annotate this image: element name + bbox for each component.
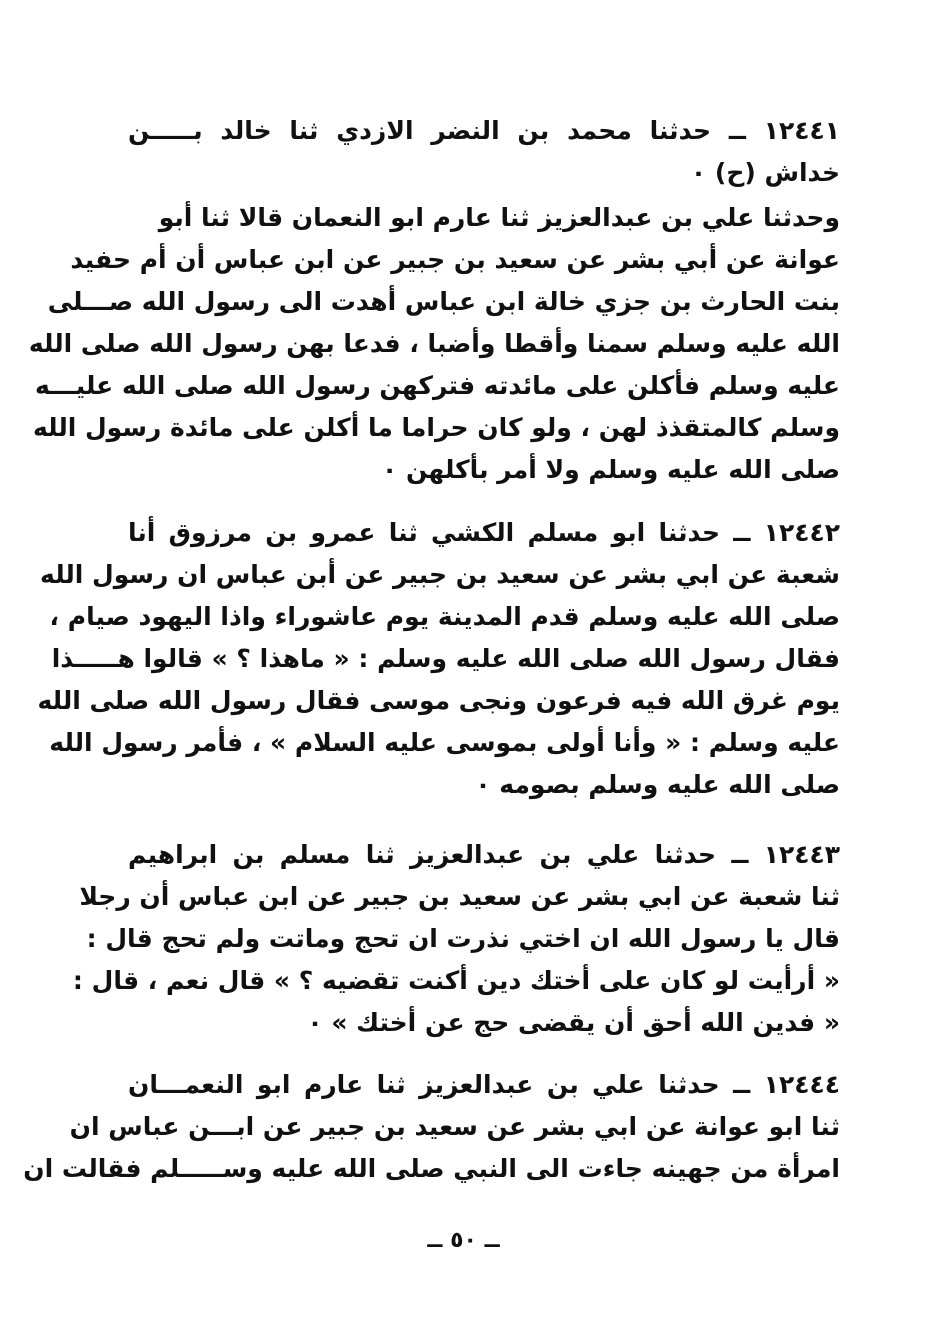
text-line: الله عليه وسلم سمنا وأقطا وأضبا ، فدعا بهن رسول الله صلى الله: [28, 329, 840, 358]
text-line: وحدثنا علي بن عبدالعزيز ثنا عارم ابو النعمان قالا ثنا أبو: [158, 203, 840, 232]
hadith-12442: [37, 512, 840, 806]
text-line: « فدين الله أحق أن يقضى حج عن أختك » ٠: [307, 1008, 840, 1037]
text-line: امرأة من جهينه جاءت الى النبي صلى الله عليه وســـــلم فقالت ان: [23, 1154, 840, 1183]
text-line: ثنا ابو عوانة عن ابي بشر عن سعيد بن جبير عن ابـــن عباس ان: [69, 1112, 840, 1141]
text-line: ١٢٤٤٣ ــ حدثنا علي بن عبدالعزيز ثنا مسلم بن ابراهيم: [128, 840, 840, 869]
text-line: يوم غرق الله فيه فرعون ونجى موسى فقال رسول الله صلى الله: [37, 686, 840, 715]
text-line: صلى الله عليه وسلم بصومه ٠: [475, 770, 840, 799]
text-line: ١٢٤٤١ ــ حدثنا محمد بن النضر الازدي ثنا خالد بـــــن: [128, 116, 840, 145]
text-line: خداش (ح) ٠: [690, 158, 840, 187]
text-line: عليه وسلم : « وأنا أولى بموسى عليه السلام » ، فأمر رسول الله: [49, 728, 840, 757]
hadith-12443: [72, 834, 840, 1044]
page-number: ــ ٥٠ ــ: [427, 1228, 500, 1253]
text-line: صلى الله عليه وسلم ولا أمر بأكلهن ٠: [381, 455, 840, 484]
text-line: عليه وسلم فأكلن على مائدته فتركهن رسول الله صلى الله عليـــه: [34, 371, 840, 400]
text-line: ١٢٤٤٢ ــ حدثنا ابو مسلم الكشي ثنا عمرو بن مرزوق أنا: [128, 518, 840, 547]
text-line: ثنا شعبة عن ابي بشر عن سعيد بن جبير عن ابن عباس أن رجلا: [79, 882, 840, 911]
hadith-12441-body: [28, 197, 840, 491]
text-line: ١٢٤٤٤ ــ حدثنا علي بن عبدالعزيز ثنا عارم ابو النعمـــان: [128, 1070, 840, 1099]
hadith-12444: [23, 1064, 840, 1190]
text-line: وسلم كالمتقذذ لهن ، ولو كان حراما ما أكلن على مائدة رسول الله: [32, 413, 840, 442]
text-line: عوانة عن أبي بشر عن سعيد بن جبير عن ابن عباس أن أم حفيد: [70, 245, 840, 274]
text-line: فقال رسول الله صلى الله عليه وسلم : « ماهذا ؟ » قالوا هـــــذا: [51, 644, 840, 673]
text-line: بنت الحارث بن جزي خالة ابن عباس أهدت الى رسول الله صـــلى: [47, 287, 840, 316]
text-line: قال يا رسول الله ان اختي نذرت ان تحج وماتت ولم تحج قال :: [86, 924, 840, 953]
hadith-12441-heading: [128, 110, 840, 194]
text-line: صلى الله عليه وسلم قدم المدينة يوم عاشوراء واذا اليهود صيام ،: [49, 602, 840, 631]
text-line: شعبة عن ابي بشر عن سعيد بن جبير عن أبن عباس ان رسول الله: [40, 560, 840, 589]
text-line: « أرأيت لو كان على أختك دين أكنت تقضيه ؟ » قال نعم ، قال :: [72, 966, 840, 995]
